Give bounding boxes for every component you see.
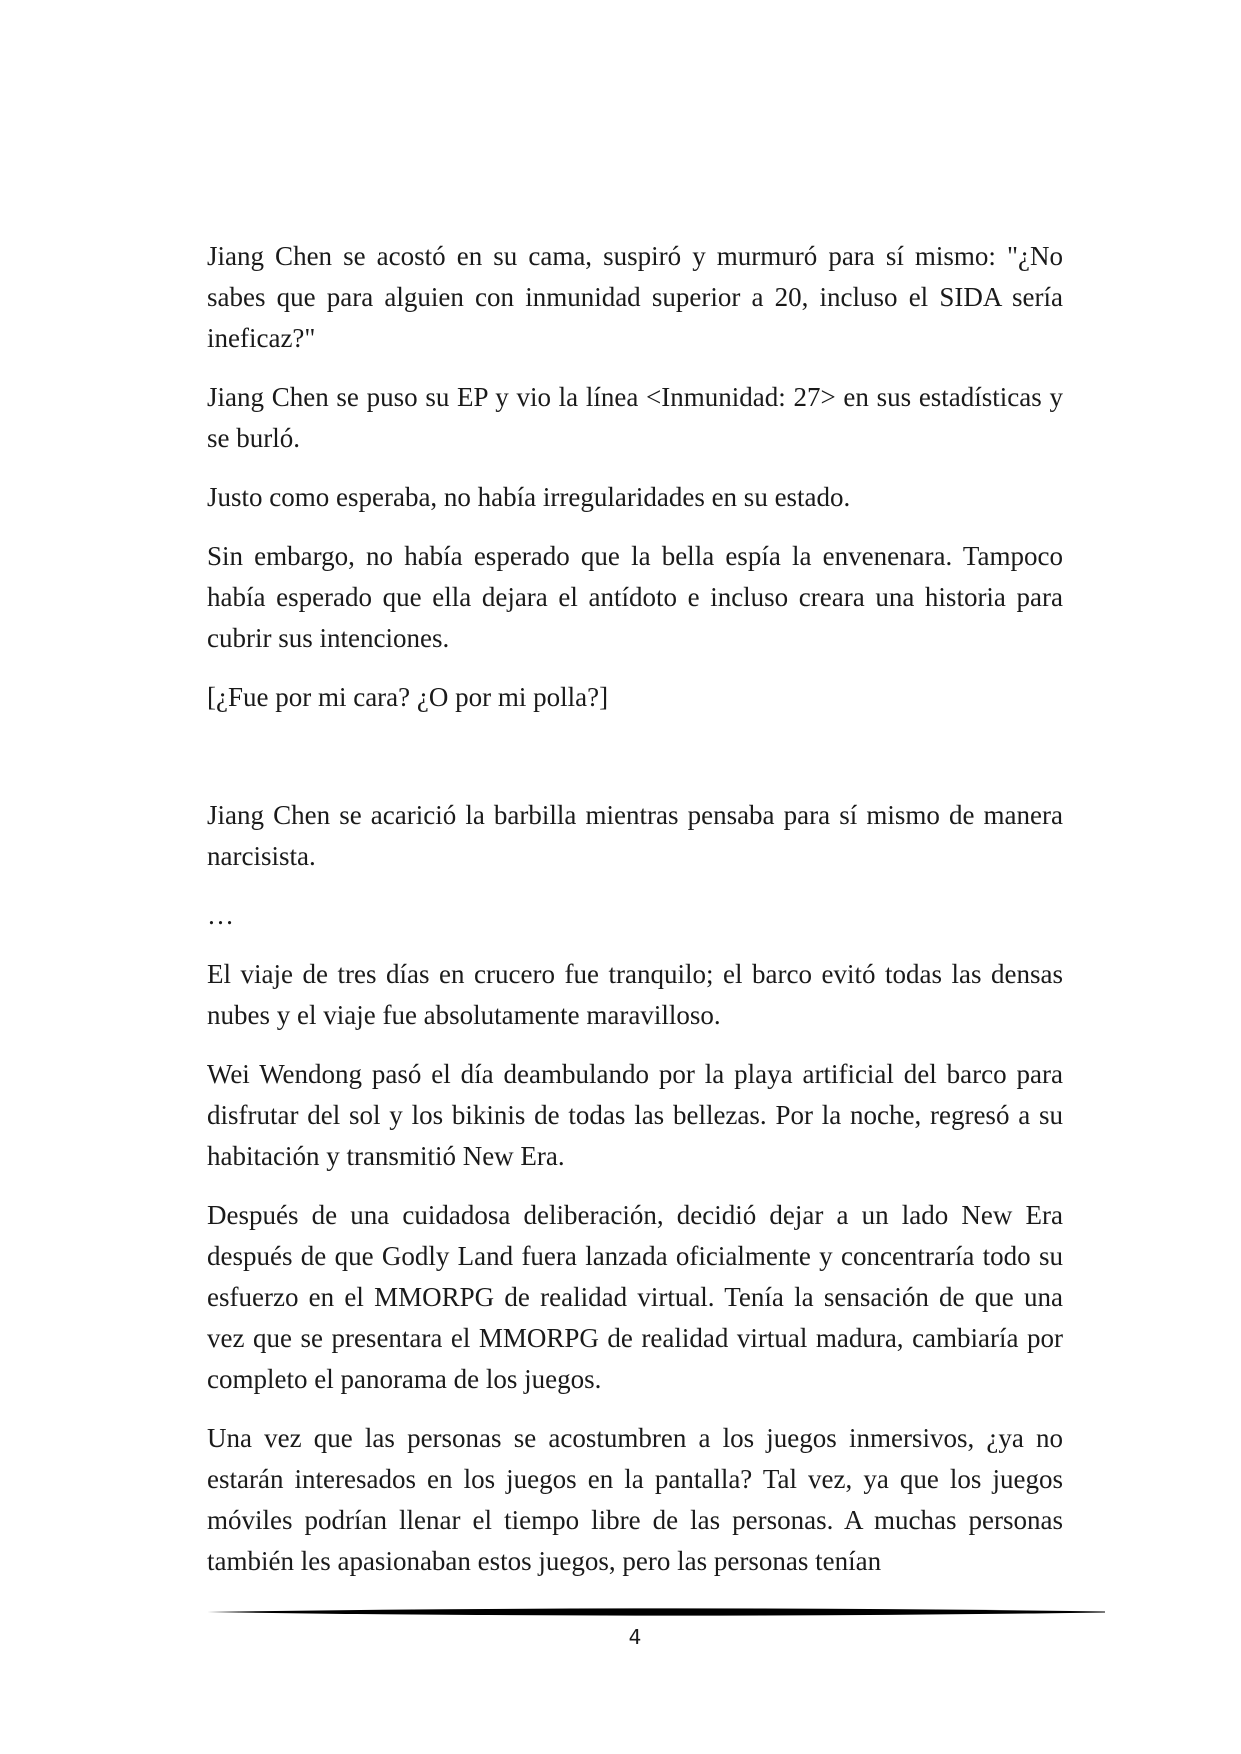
paragraph: Sin embargo, no había esperado que la bella espía la envenenara. Tampoco había esperado que ella dejara el antídoto e incluso creara una historia para cubrir sus intenciones. [207,541,1063,653]
paragraph: Jiang Chen se puso su EP y vio la línea <Inmunidad: 27> en sus estadísticas y se burló. [207,382,1063,453]
paragraph: El viaje de tres días en crucero fue tranquilo; el barco evitó todas las densas nubes y el viaje fue absolutamente maravilloso. [207,959,1063,1030]
footer-divider [207,1606,1105,1618]
paragraph: Una vez que las personas se acostumbren a los juegos inmersivos, ¿ya no estarán interesados en los juegos en la pantalla? Tal vez, ya que los juegos móviles podrían llenar el tiempo libre de las personas. A muchas personas también les apasionaban estos juegos, pero las personas tenían [207,1423,1063,1576]
paragraph: [¿Fue por mi cara? ¿O por mi polla?] [207,682,609,712]
paragraph: Después de una cuidadosa deliberación, decidió dejar a un lado New Era después de que Godly Land fuera lanzada oficialmente y concentraría todo su esfuerzo en el MMORPG de realidad virtual. Tenía la sensación de que una vez que se presentara el MMORPG de realidad virtual madura, cambiaría por completo el panorama de los juegos. [207,1200,1063,1394]
page-number: 4 [628,1625,642,1649]
paragraph: Wei Wendong pasó el día deambulando por la playa artificial del barco para disfrutar del sol y los bikinis de todas las bellezas. Por la noche, regresó a su habitación y transmitió New Era. [207,1059,1063,1171]
body-text [207,236,1063,1600]
paragraph: Jiang Chen se acarició la barbilla mientras pensaba para sí mismo de manera narcisista. [207,800,1063,871]
paragraph: Justo como esperaba, no había irregularidades en su estado. [207,482,851,512]
scene-break: … [207,900,234,930]
paragraph: Jiang Chen se acostó en su cama, suspiró y murmuró para sí mismo: "¿No sabes que para alguien con inmunidad superior a 20, incluso el SIDA sería ineficaz?" [207,241,1063,353]
